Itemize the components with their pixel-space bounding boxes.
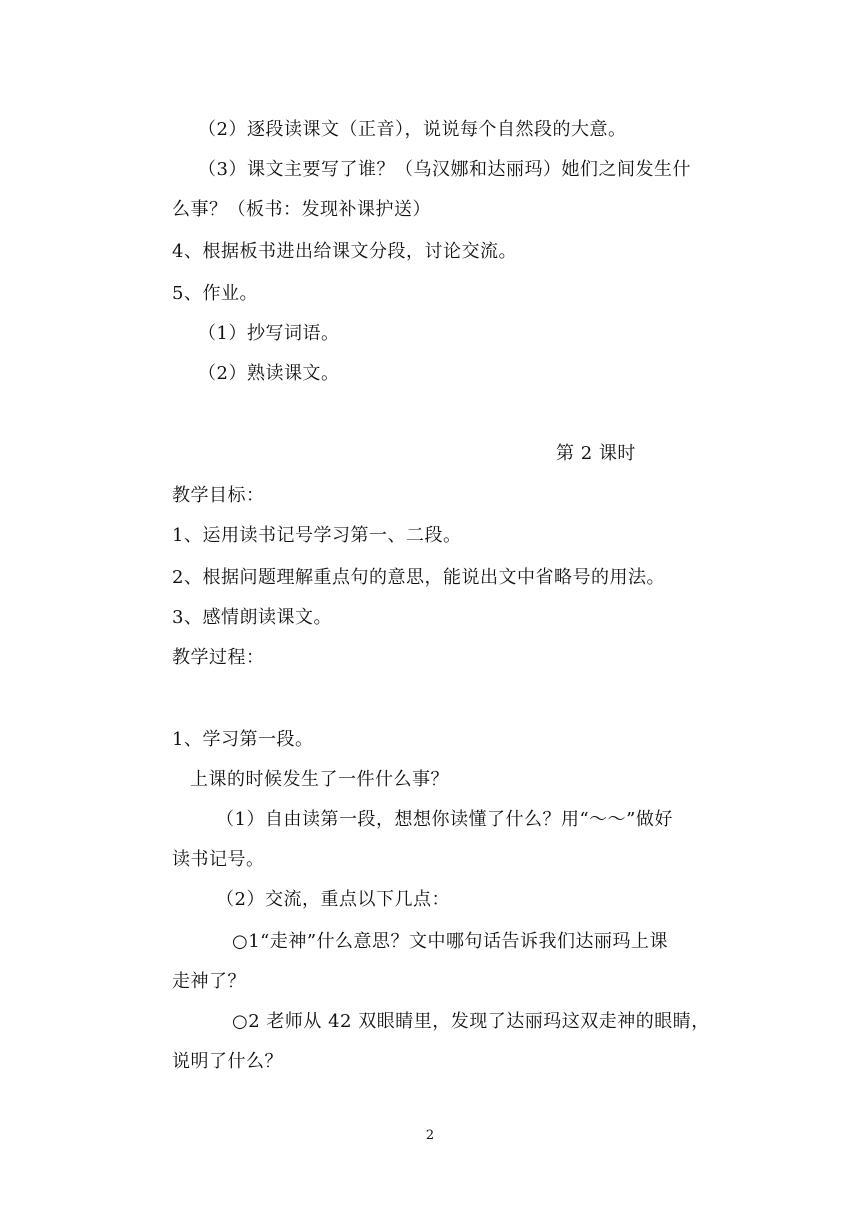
text-line: 1、运用读书记号学习第一、二段。 [172,525,462,546]
text-line: ○1“走神”什么意思？文中哪句话告诉我们达丽玛上课 [232,931,669,952]
text-line: 上课的时候发生了一件什么事？ [190,769,449,790]
text-line: 5、作业。 [172,283,258,304]
text-line: （2）交流，重点以下几点： [216,889,450,910]
text-line: 走神了？ [172,971,246,992]
text-line: 教学过程： [172,647,265,668]
page-number: 2 [425,1128,435,1143]
text-line: 说明了什么？ [172,1051,283,1072]
text-line: 1、学习第一段。 [172,729,314,750]
text-line: 3、感情朗读课文。 [172,607,332,628]
text-line: （1）自由读第一段，想想你读懂了什么？用“～～”做好 [216,809,673,830]
text-line: 么事？（板书：发现补课护送） [172,199,431,220]
text-line: 2、根据问题理解重点句的意思，能说出文中省略号的用法。 [172,567,665,588]
section-heading: 第 2 课时 [556,443,636,464]
text-line: （1）抄写词语。 [198,323,340,344]
text-line: 读书记号。 [172,849,265,870]
text-line: 教学目标： [172,485,265,506]
text-line: ○2 老师从 42 双眼睛里，发现了达丽玛这双走神的眼睛， [232,1011,710,1032]
text-line: （2）熟读课文。 [198,363,340,384]
text-line: （2）逐段读课文（正音），说说每个自然段的大意。 [198,119,627,140]
text-line: 4、根据板书进出给课文分段，讨论交流。 [172,241,517,262]
text-line: （3）课文主要写了谁？（乌汉娜和达丽玛）她们之间发生什 [198,159,691,180]
